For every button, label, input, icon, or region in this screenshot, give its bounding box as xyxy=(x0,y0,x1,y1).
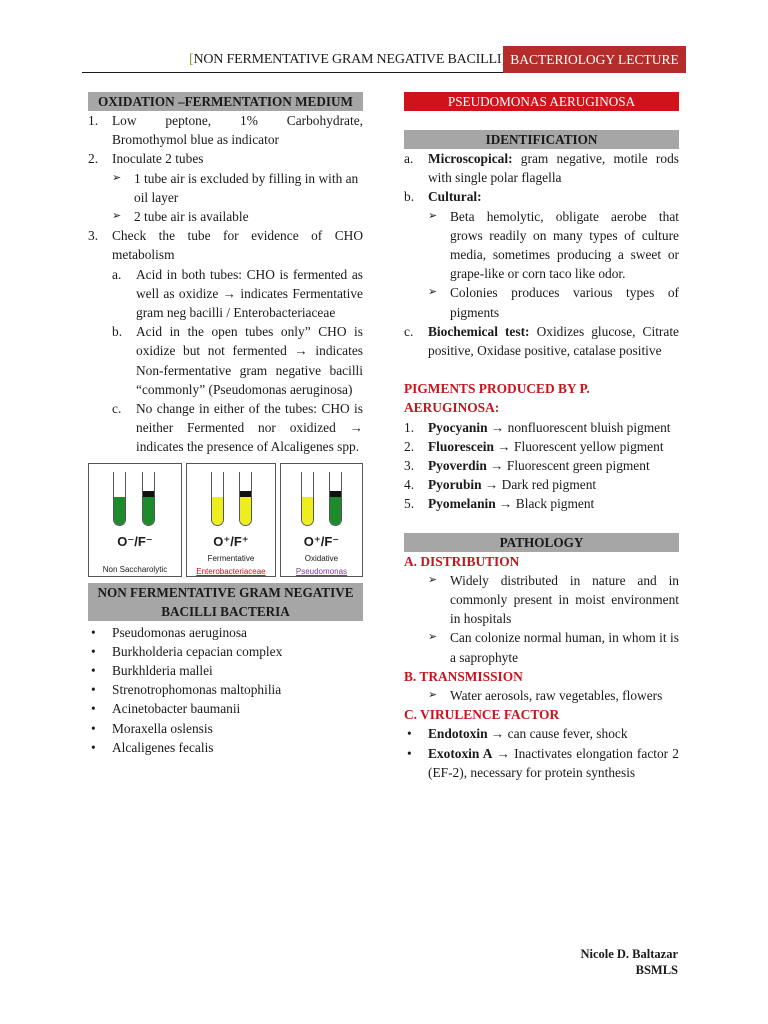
list-item: • Alcaligenes fecalis xyxy=(88,738,363,757)
pseudomonas-link[interactable]: Pseudomonas xyxy=(295,566,348,576)
transmission-heading: B. TRANSMISSION xyxy=(404,668,523,684)
sealed-tube xyxy=(239,472,252,526)
virulence-heading: C. VIRULENCE FACTOR xyxy=(404,707,560,723)
list-item: 4. Pyorubin → Dark red pigment xyxy=(404,477,597,493)
list-item: c. Biochemical test: Oxidizes glucose, Citrate positive, Oxidase positive, catalase positive xyxy=(404,323,679,359)
open-tube xyxy=(301,472,314,526)
oil-layer xyxy=(240,491,251,497)
bullet-icon: • xyxy=(91,624,96,640)
tube-medium xyxy=(330,497,341,525)
open-tube xyxy=(211,472,224,526)
bullet-icon: • xyxy=(91,739,96,755)
author-course: BSMLS xyxy=(635,963,678,977)
list-item: • Exotoxin A → Inactivates elongation factor 2 (EF-2), necessary for protein synthesis xyxy=(404,744,679,782)
arrow-bullet-icon: ➢ xyxy=(428,573,438,586)
arrow-bullet-icon: ➢ xyxy=(112,210,122,223)
sub-list-item: b. Acid in the open tubes only” CHO is oxidize but not fermented → indicates Non-fermentative gram negative bacilli “commonly” (Pseudomonas aeruginosa) xyxy=(112,324,363,397)
author-footer xyxy=(580,946,678,978)
sub-list-item: a. Acid in both tubes: CHO is fermented as well as oxidize → indicates Fermentative gram neg bacilli / Enterobacteriaceae xyxy=(112,266,363,321)
list-item: • Burkholderia cepacian complex xyxy=(88,642,363,661)
sub-list-item: ➢ Colonies produces various types of pigments xyxy=(404,283,679,321)
oil-layer xyxy=(330,491,341,497)
arrow-bullet-icon: ➢ xyxy=(428,689,438,702)
document-title: [NON FERMENTATIVE GRAM NEGATIVE BACILLI xyxy=(189,52,502,67)
list-item: 1. Low peptone, 1% Carbohydrate, Bromothymol blue as indicator xyxy=(88,113,363,148)
tube-result-caption: Oxidative xyxy=(304,553,339,563)
list-item: • Acinetobacter baumanii xyxy=(88,699,363,718)
tube-medium xyxy=(212,497,223,525)
tube-result-label: O⁻/F⁻ xyxy=(117,533,153,549)
author-name: Nicole D. Baltazar xyxy=(580,947,678,961)
distribution-heading: A. DISTRIBUTION xyxy=(404,553,520,569)
sub-list-item: ➢ 2 tube air is available xyxy=(88,207,363,226)
list-item: 3. Check the tube for evidence of CHO metabolism xyxy=(88,228,363,263)
list-item: 3. Pyoverdin → Fluorescent green pigment xyxy=(404,458,650,474)
bullet-icon: • xyxy=(407,745,412,761)
tube-medium xyxy=(240,497,251,525)
sub-list-item: ➢ Beta hemolytic, obligate aerobe that grows readily on many types of culture media, sometimes producing a sweet or grape-like or corn taco like odor. xyxy=(404,207,679,284)
open-tube xyxy=(113,472,126,526)
list-item: 5. Pyomelanin → Black pigment xyxy=(404,496,595,512)
oil-layer xyxy=(143,491,154,497)
arrow-bullet-icon: ➢ xyxy=(428,209,438,222)
tube-medium xyxy=(114,497,125,525)
bullet-icon: • xyxy=(91,701,96,717)
list-item: b. Cultural: xyxy=(404,189,482,205)
tube-panel-fermentative xyxy=(186,463,276,577)
list-item: • Pseudomonas aeruginosa xyxy=(88,623,363,642)
sub-list-item: c. No change in either of the tubes: CHO is neither Fermented nor oxidized → indicates the presence of Alcaligenes spp. xyxy=(112,401,363,455)
sealed-tube xyxy=(142,472,155,526)
sub-list-item: ➢ 1 tube air is excluded by filling in with an oil layer xyxy=(88,169,363,207)
sub-list-item: ➢ Water aerosols, raw vegetables, flowers xyxy=(404,686,679,705)
left-column xyxy=(88,92,363,757)
list-item: 2. Inoculate 2 tubes xyxy=(88,151,204,167)
of-medium-heading: OXIDATION –FERMENTATION MEDIUM xyxy=(88,92,363,111)
list-item: • Burkhlderia mallei xyxy=(88,661,363,680)
tube-result-label: O⁺/F⁺ xyxy=(213,533,249,549)
pathology-heading: PATHOLOGY xyxy=(404,533,679,552)
right-column xyxy=(404,92,679,782)
identification-heading: IDENTIFICATION xyxy=(404,130,679,149)
enterobacteriaceae-link[interactable]: Enterobacteriaceae xyxy=(196,566,266,576)
tube-medium xyxy=(143,497,154,525)
lecture-tag: BACTERIOLOGY LECTURE xyxy=(503,46,686,73)
bullet-icon: • xyxy=(91,643,96,659)
pseudomonas-heading: PSEUDOMONAS AERUGINOSA xyxy=(404,92,679,111)
tube-panel-non-saccharolytic xyxy=(88,463,182,577)
tube-panel-oxidative xyxy=(280,463,363,577)
bullet-icon: • xyxy=(91,720,96,736)
sub-list-item: ➢ Widely distributed in nature and in commonly present in moist environment in hospitals xyxy=(404,571,679,629)
bullet-icon: • xyxy=(91,682,96,698)
sub-list-item: ➢ Can colonize normal human, in whom it is a saprophyte xyxy=(404,628,679,666)
list-item: • Endotoxin → can cause fever, shock xyxy=(404,724,679,743)
sealed-tube xyxy=(329,472,342,526)
tube-medium xyxy=(302,497,313,525)
arrow-bullet-icon: ➢ xyxy=(428,286,438,299)
list-item: • Strenotrophomonas maltophilia xyxy=(88,680,363,699)
list-item: 2. Fluorescein → Fluorescent yellow pigment xyxy=(404,438,664,454)
bullet-icon: • xyxy=(407,726,412,742)
arrow-bullet-icon: ➢ xyxy=(112,171,122,184)
nonferm-list-heading: NON FERMENTATIVE GRAM NEGATIVE BACILLI BACTERIA xyxy=(88,583,363,621)
pigments-heading: PIGMENTS PRODUCED BY P. AERUGINOSA: xyxy=(404,381,590,416)
tube-result-label: O⁺/F⁻ xyxy=(303,533,340,549)
tube-result-caption: Non Saccharolytic xyxy=(102,564,168,574)
nonferm-list xyxy=(88,623,363,757)
tube-result-caption: Fermentative xyxy=(207,553,255,563)
arrow-bullet-icon: ➢ xyxy=(428,631,438,644)
list-item: a. Microscopical: gram negative, motile rods with single polar flagella xyxy=(404,151,679,186)
page-header xyxy=(82,46,686,73)
list-item: 1. Pyocyanin → nonfluorescent bluish pigment xyxy=(404,419,671,435)
bullet-icon: • xyxy=(91,663,96,679)
of-tubes-figure xyxy=(88,463,363,577)
list-item: • Moraxella oslensis xyxy=(88,719,363,738)
